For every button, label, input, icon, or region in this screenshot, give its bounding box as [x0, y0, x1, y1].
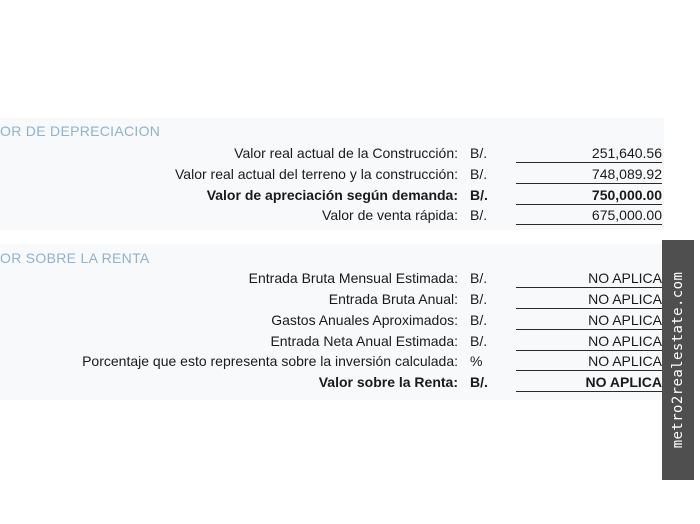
row-label: Porcentaje que esto representa sobre la inversión calculada:: [82, 353, 458, 369]
row-label: Valor de venta rápida:: [322, 207, 458, 223]
currency-unit: B/.: [470, 333, 488, 349]
depreciation-section-title: OR DE DEPRECIACION: [0, 123, 161, 139]
row-value: NO APLICA: [516, 333, 662, 351]
row-label: Valor de apreciación según demanda:: [206, 187, 458, 203]
row-label: Valor real actual de la Construcción:: [234, 145, 458, 161]
row-value: 750,000.00: [516, 187, 662, 205]
rent-row: [0, 333, 664, 353]
row-value: 251,640.56: [516, 145, 662, 163]
currency-unit: B/.: [470, 312, 488, 328]
depreciation-row-demand-value: [0, 187, 664, 207]
row-value: NO APLICA: [516, 312, 662, 330]
row-label: Valor sobre la Renta:: [318, 374, 458, 390]
row-value: NO APLICA: [516, 374, 662, 392]
rent-section-title: OR SOBRE LA RENTA: [0, 250, 150, 266]
currency-unit: B/.: [470, 187, 488, 203]
currency-unit: B/.: [470, 374, 488, 390]
row-value: NO APLICA: [516, 270, 662, 288]
currency-unit: B/.: [470, 145, 488, 161]
row-label: Gastos Anuales Aproximados:: [271, 312, 458, 328]
currency-unit: B/.: [470, 166, 488, 182]
currency-unit: B/.: [470, 291, 488, 307]
rent-row: [0, 353, 664, 373]
depreciation-row: [0, 145, 664, 165]
row-value: NO APLICA: [516, 353, 662, 371]
row-value: 748,089.92: [516, 166, 662, 184]
row-label: Entrada Neta Anual Estimada:: [270, 333, 458, 349]
depreciation-row: [0, 207, 664, 227]
row-label: Entrada Bruta Mensual Estimada:: [248, 270, 458, 286]
watermark-banner: [662, 240, 694, 480]
row-label: Valor real actual del terreno y la construcción:: [175, 166, 458, 182]
row-value: NO APLICA: [516, 291, 662, 309]
rent-row: [0, 312, 664, 332]
watermark-text: metro2realestate.com: [670, 271, 686, 449]
row-value: 675,000.00: [516, 207, 662, 225]
rent-row-rent-value: [0, 374, 664, 394]
rent-row: [0, 270, 664, 290]
rent-row: [0, 291, 664, 311]
currency-unit: B/.: [470, 270, 488, 286]
currency-unit: B/.: [470, 207, 488, 223]
depreciation-row: [0, 166, 664, 186]
row-label: Entrada Bruta Anual:: [328, 291, 458, 307]
percent-unit: %: [470, 353, 483, 369]
